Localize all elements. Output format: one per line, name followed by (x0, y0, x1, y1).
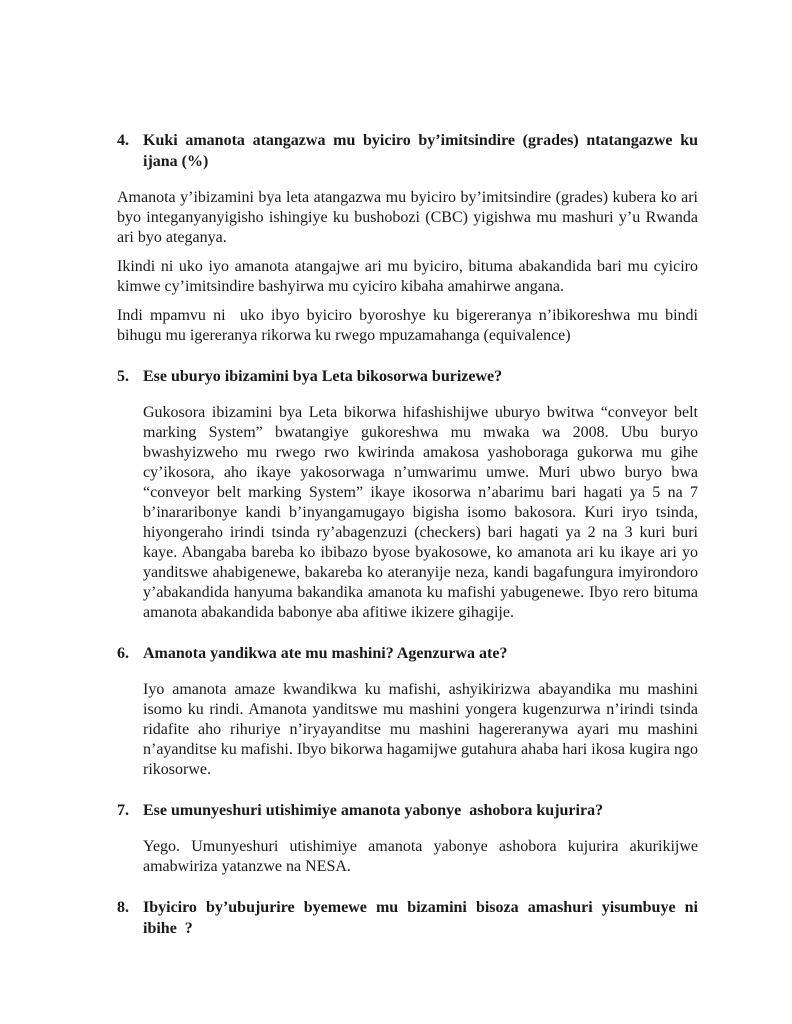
question-title: Ese uburyo ibizamini bya Leta bikosorwa burizewe? (143, 368, 503, 385)
question-8-heading (117, 897, 698, 939)
question-title: Kuki amanota atangazwa mu byiciro by’imitsindire (grades) ntatangazwe ku ijana (%) (143, 132, 698, 170)
question-number: 5. (117, 368, 129, 385)
question-number: 4. (117, 132, 129, 149)
question-7-heading (117, 800, 698, 821)
question-number: 8. (117, 899, 129, 916)
answer-paragraph: Gukosora ibizamini bya Leta bikorwa hifashishijwe uburyo bwitwa “conveyor belt marking System” bwatangiye gukoreshwa mu mwaka wa 2008. Ubu buryo bwashyizweho mu rwego rwo kwirinda amakosa yashoboraga gukorwa mu gihe cy’ikosora, aho ikaye yakosorwaga n’umwarimu umwe. Muri ubwo buryo bwa “conveyor belt marking System” ikaye ikosorwa n’abarimu bari hagati ya 5 na 7 b’inararibonye kandi b’inyangamugayo bigisha isomo bakosora. Kuri iryo tsinda, hiyongeraho irindi tsinda ry’abagenzuzi (checkers) bari hagati ya 2 na 3 kuri buri kaye. Abangaba bareba ko ibibazo byose byakosowe, ko amanota ari ku ikaye ari yo yanditswe ahabigenewe, bakareba ko ateranyije neza, kandi bagafungura imyirondoro y’abakandida hanyuma bakandika amanota ku mafishi yabugenewe. Ibyo rero bituma amanota abakandida babonye aba afitiwe ikizere gihagije. (143, 404, 698, 621)
question-5-heading (117, 366, 698, 387)
question-title: Ibyiciro by’ubujurire byemewe mu bizamini bisoza amashuri yisumbuye ni ibihe ? (143, 899, 698, 937)
answer-paragraph: Indi mpamvu ni uko ibyo byiciro byoroshye ku bigereranya n’ibikoreshwa mu bindi bihugu mu igereranya rikorwa ku rwego mpuzamahanga (equivalence) (117, 307, 698, 344)
question-title: Amanota yandikwa ate mu mashini? Agenzurwa ate? (143, 645, 508, 662)
question-section-5 (117, 366, 698, 623)
answer-paragraph: Amanota y’ibizamini bya leta atangazwa mu byiciro by’imitsindire (grades) kubera ko ari byo integanyanyigisho ishingiye ku bushobozi (CBC) yigishwa mu mashuri y’u Rwanda ari byo ateganya. (117, 189, 698, 246)
question-number: 6. (117, 645, 129, 662)
question-section-8 (117, 897, 698, 939)
answer-paragraph: Ikindi ni uko iyo amanota atangajwe ari mu byiciro, bituma abakandida bari mu cyiciro kimwe cy’imitsindire bashyirwa mu cyiciro kibaha amahirwe angana. (117, 258, 698, 295)
answer-paragraph: Iyo amanota amaze kwandikwa ku mafishi, ashyikirizwa abayandika mu mashini isomo ku rindi. Amanota yanditswe mu mashini yongera kugenzurwa n’irindi tsinda ridafite aho rihuriye n’iryayanditse mu mashini hagereranywa ayari mu mashini n’ayanditse ku mafishi. Ibyo bikorwa hagamijwe gutahura ahaba hari ikosa kugira ngo rikosorwe. (143, 681, 698, 778)
answer-paragraph: Yego. Umunyeshuri utishimiye amanota yabonye ashobora kujurira akurikijwe amabwiriza yatanzwe na NESA. (143, 838, 698, 875)
question-6-heading (117, 643, 698, 664)
question-4-heading (117, 130, 698, 172)
question-number: 7. (117, 802, 129, 819)
question-section-7 (117, 800, 698, 877)
question-title: Ese umunyeshuri utishimiye amanota yabonye ashobora kujurira? (143, 802, 604, 819)
question-section-6 (117, 643, 698, 780)
question-section-4 (117, 130, 698, 346)
